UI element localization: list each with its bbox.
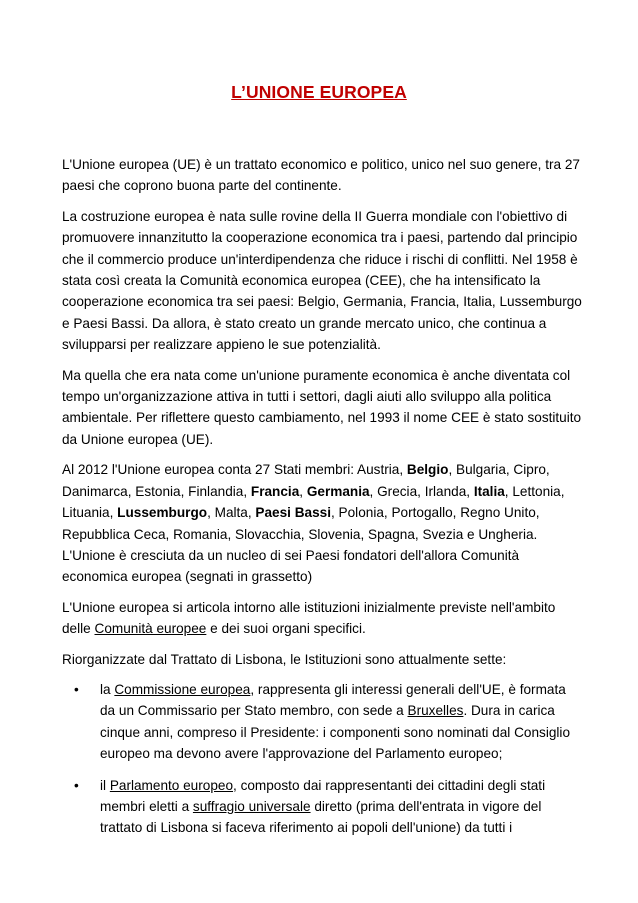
- paragraph-founders-note: L'Unione è cresciuta da un nucleo di sei Paesi fondatori dell'allora Comunità economica europea (segnati in grassetto): [62, 547, 520, 585]
- text-segment: , rappresenta gli interessi generali dell'UE, è formata da un Commissario per Stato membro, con sede a: [100, 681, 566, 719]
- founder-country-francia: Francia: [250, 483, 300, 499]
- paragraph-member-states: [62, 459, 582, 545]
- paragraph-lisbon: Riorganizzate dal Trattato di Lisbona, le Istituzioni sono attualmente sette:: [62, 651, 507, 667]
- paragraph-history: La costruzione europea è nata sulle rovine della II Guerra mondiale con l'obiettivo di promuovere innanzitutto la cooperazione economica tra i paesi, partendo dal principio che il commercio produce un'interdipendenza che riduce i rischi di conflitti. Nel 1958 è stata così creata la Comunità economica europea (CEE), che ha intensificato la cooperazione economica tra sei paesi: Belgio, Germania, Francia, Italia, Lussemburgo e Paesi Bassi. Da allora, è stato creato un grande mercato unico, che continua a svilupparsi per realizzare appieno le sue potenzialità.: [62, 208, 582, 353]
- bullet-icon: •: [74, 777, 79, 793]
- link-bruxelles[interactable]: Bruxelles: [407, 703, 464, 719]
- text-segment: , Polonia, Portogallo, Regno Unito, Repubblica Ceca, Romania, Slovacchia, Slovenia, Spagna, Svezia e Ungheria.: [62, 505, 540, 542]
- founder-country-belgio: Belgio: [406, 462, 449, 478]
- text-segment: , composto dai rappresentanti dei cittadini degli stati membri eletti a: [100, 777, 546, 814]
- list-item: [62, 775, 582, 839]
- text-segment: ,: [299, 483, 307, 499]
- paragraph-intro: L'Unione europea (UE) è un trattato economico e politico, unico nel suo genere, tra 27 paesi che coprono buona parte del continente.: [62, 157, 580, 194]
- text-segment: , Bulgaria, Cipro, Danimarca, Estonia, Finlandia,: [62, 462, 550, 499]
- text-segment: diretto (prima dell'entrata in vigore del trattato di Lisbona si faceva riferimento ai popoli dell'unione) da tutti i: [100, 798, 542, 836]
- paragraph-evolution: Ma quella che era nata come un'unione puramente economica è anche diventata col tempo un'organizzazione attiva in tutti i settori, dagli aiuti allo sviluppo alla politica ambientale. Per riflettere questo cambiamento, nel 1993 il nome CEE è stato sostituito da Unione europea (UE).: [62, 367, 582, 447]
- link-suffragio-universale[interactable]: suffragio universale: [192, 798, 311, 814]
- bullet-icon: •: [74, 681, 79, 697]
- document-title: L’UNIONE EUROPEA: [231, 82, 407, 102]
- text-segment: , Grecia, Irlanda,: [369, 483, 474, 499]
- founder-country-paesi-bassi: Paesi Bassi: [255, 505, 331, 521]
- text-segment: il: [100, 777, 110, 793]
- text-segment: , Malta,: [207, 505, 256, 521]
- link-parlamento-europeo[interactable]: Parlamento europeo: [109, 777, 234, 793]
- founder-country-germania: Germania: [306, 483, 370, 499]
- link-commissione-europea[interactable]: Commissione europea: [114, 681, 251, 697]
- link-comunita-europee[interactable]: Comunità europee: [94, 621, 207, 637]
- institutions-list: [62, 679, 582, 839]
- document-body: [62, 154, 582, 849]
- founder-country-lussemburgo: Lussemburgo: [117, 505, 208, 521]
- text-segment: e dei suoi organi specifici.: [206, 621, 366, 637]
- list-item: [62, 679, 582, 765]
- text-segment: Al 2012 l'Unione europea conta 27 Stati membri: Austria,: [62, 462, 407, 478]
- text-segment: , Lettonia, Lituania,: [62, 483, 565, 521]
- founder-country-italia: Italia: [473, 483, 505, 499]
- text-segment: L'Unione europea si articola intorno alle istituzioni inizialmente previste nell'ambito delle: [62, 599, 556, 637]
- text-segment: . Dura in carica cinque anni, compreso il Presidente: i componenti sono nominati dal Consiglio europeo ma devono avere l'approvazione del Parlamento europeo;: [100, 703, 571, 762]
- paragraph-institutions-intro: [62, 597, 582, 640]
- text-segment: la: [100, 681, 115, 697]
